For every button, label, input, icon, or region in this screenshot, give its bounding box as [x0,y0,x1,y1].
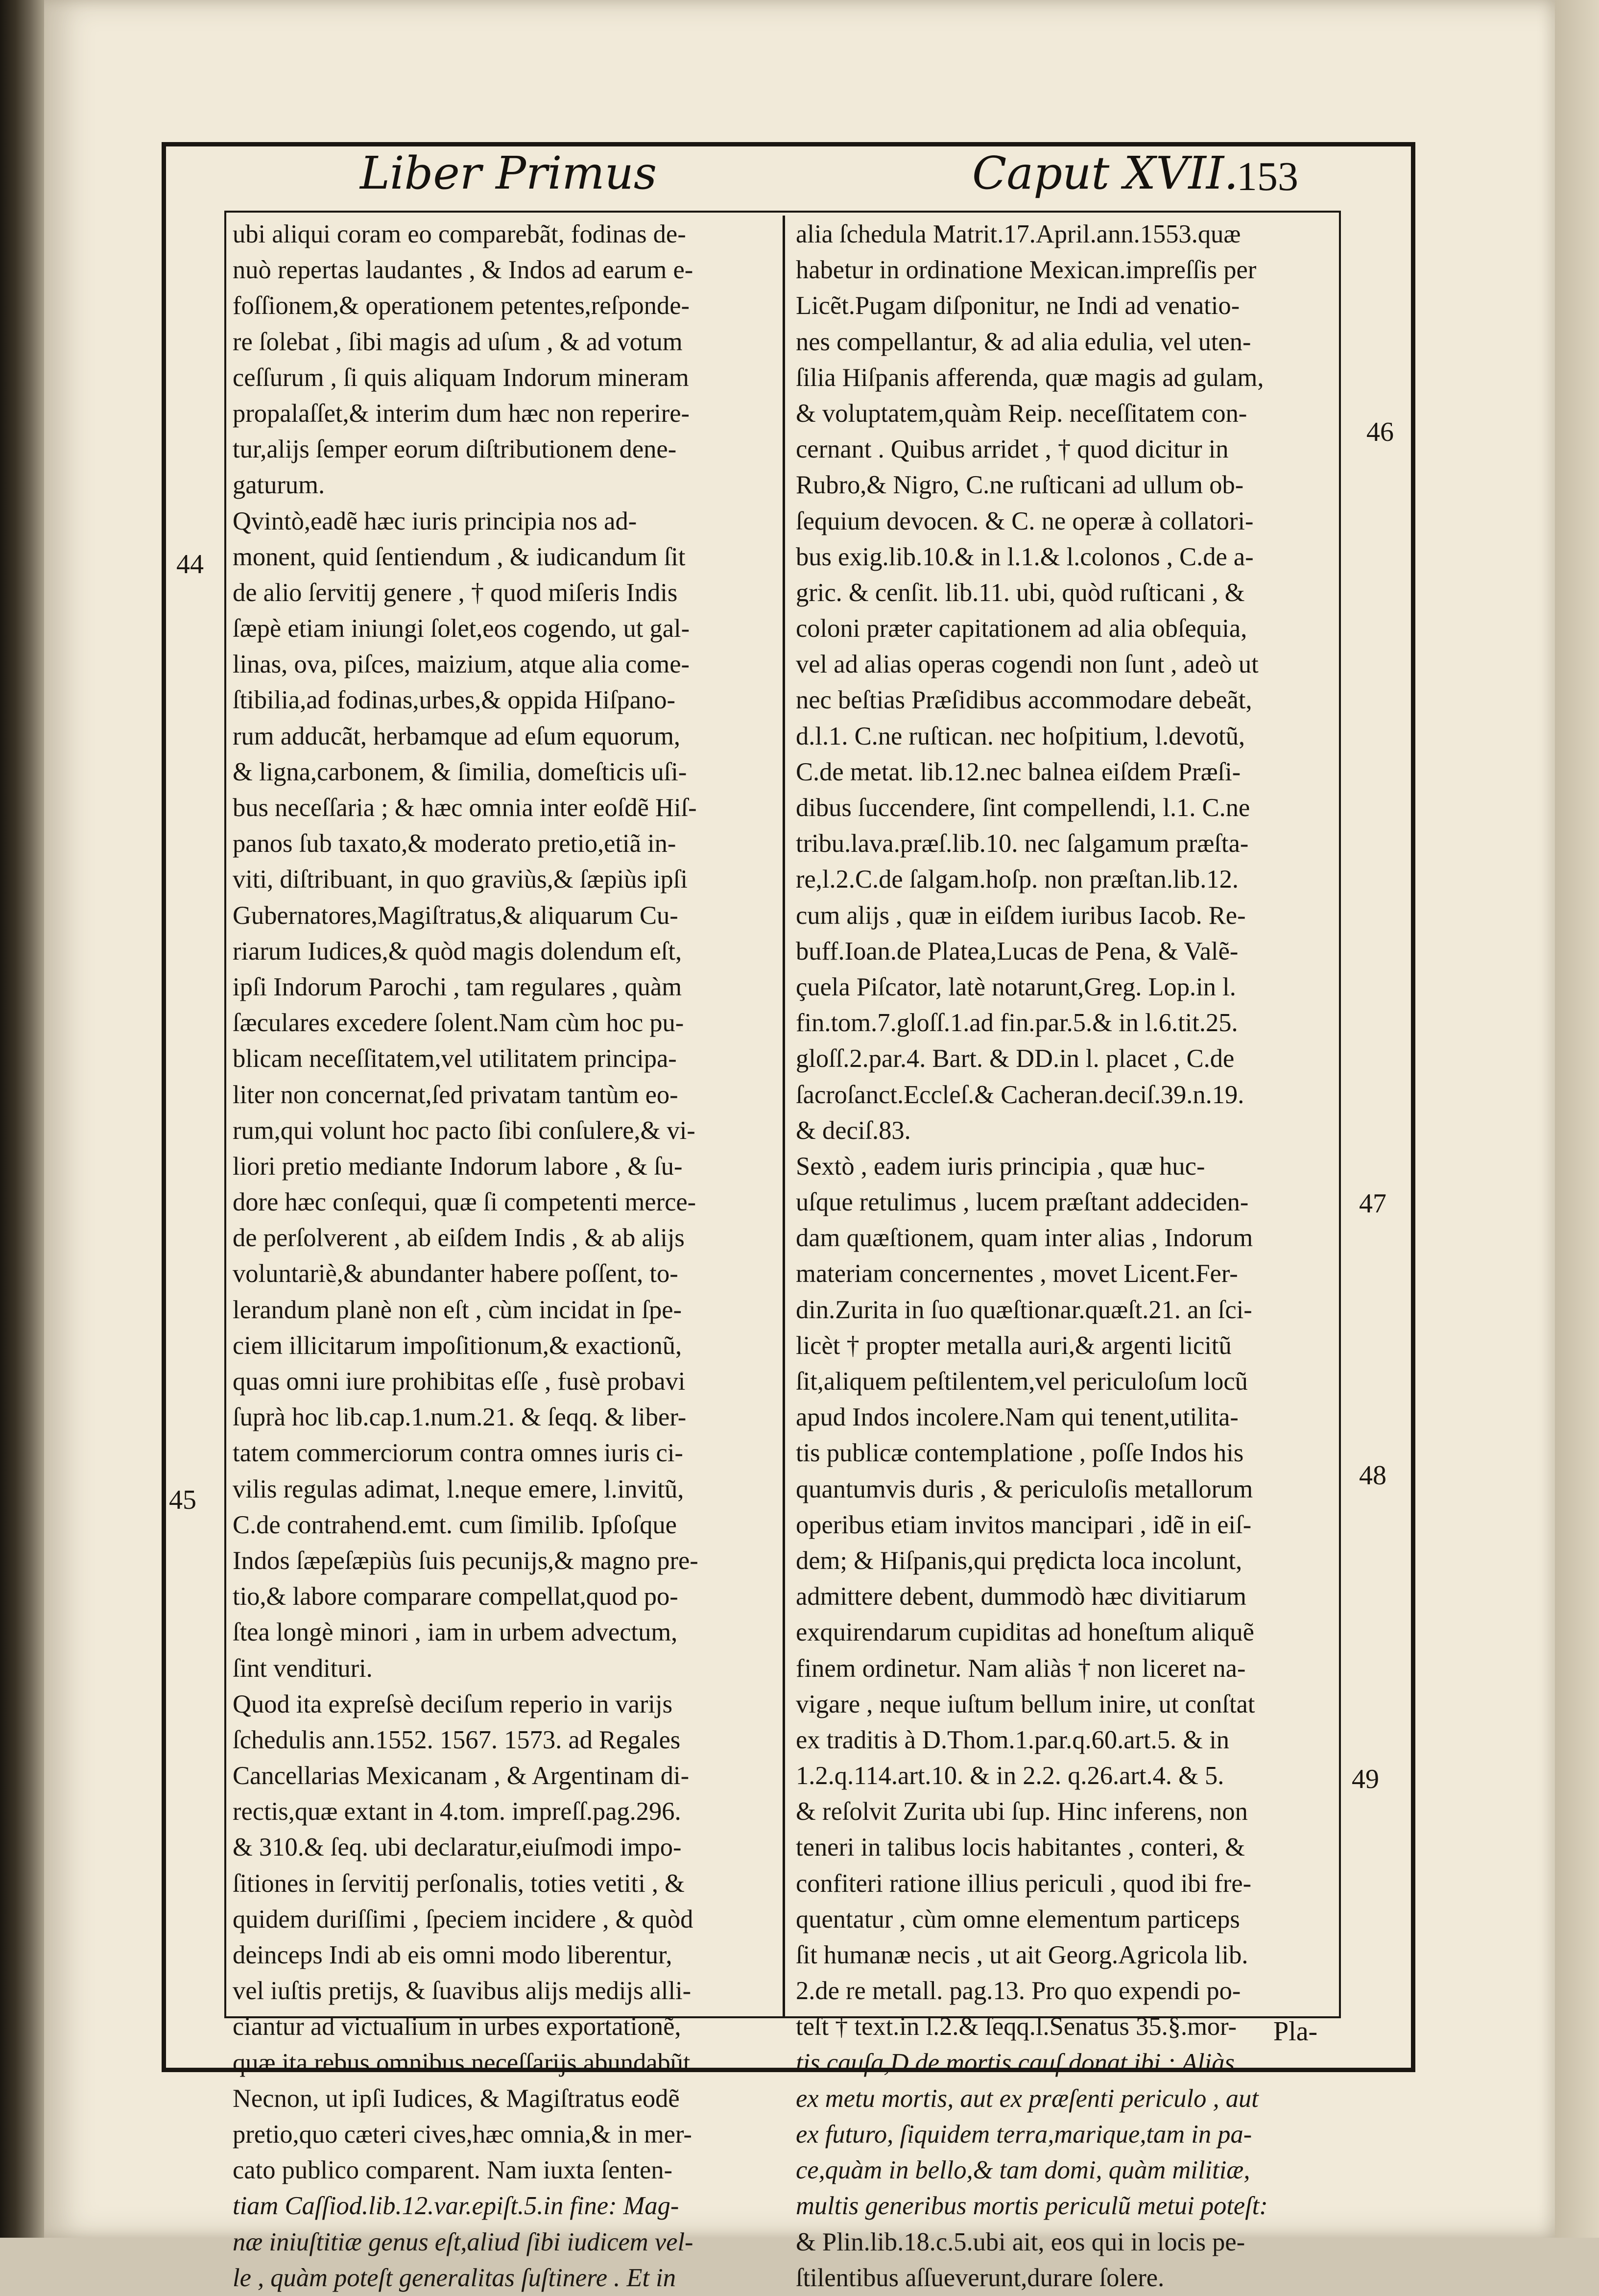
text-line: ubi aliqui coram eo comparebãt, fodinas de- [233,220,686,248]
text-line: dore hæc conſequi, quæ ſi competenti merce- [233,1188,696,1217]
text-line: & voluptatem,quàm Reip. neceſſitatem con- [796,399,1247,428]
text-line: coloni præter capitationem ad alia obſequia, [796,614,1247,643]
text-line: vigare , neque iuſtum bellum inire, ut conſtat [796,1690,1255,1718]
text-line: liori pretio mediante Indorum labore , & ſu- [233,1152,683,1181]
text-line: viti, diſtribuant, in quo graviùs,& ſæpiùs ipſi [233,865,688,894]
text-line: ſit humanæ necis , ut ait Georg.Agricola lib. [796,1941,1248,1969]
text-line: gaturum. [233,471,325,500]
text-line: ſitiones in ſervitij perſonalis, toties vetiti , & [233,1869,685,1898]
text-line: Quod ita expreſsè deciſum reperio in varijs [233,1690,673,1718]
text-line: gloſſ.2.par.4. Bart. & DD.in l. placet , C.de [796,1044,1235,1073]
page-number: 153 [1237,154,1298,199]
text-line: tis cauſa,D.de mortis cauſ.donat.ibi : Aliàs [796,2048,1235,2077]
text-line: 1.2.q.114.art.10. & in 2.2. q.26.art.4. & 5. [796,1762,1224,1790]
text-line: exquirendarum cupiditas ad honeſtum aliquẽ [796,1618,1254,1647]
column-divider [783,216,785,2018]
text-line: quentatur , cùm omne elementum particeps [796,1905,1240,1933]
text-line: teſt † text.in l.2.& ſeqq.l.Senatus 35.§.mor- [796,2012,1237,2041]
text-line: ciantur ad victualium in urbes exportationẽ, [233,2012,681,2041]
text-line: materiam concernentes , movet Licent.Fer- [796,1259,1238,1288]
text-line: ipſi Indorum Parochi , tam regulares , quàm [233,972,682,1001]
text-line: & deciſ.83. [796,1116,911,1145]
text-line: fin.tom.7.gloſſ.1.ad fin.par.5.& in l.6.tit.25. [796,1009,1238,1038]
text-line: admittere debent, dummodò hæc divitiarum [796,1582,1247,1611]
margin-number-48: 48 [1359,1460,1386,1491]
text-line: ſuprà hoc lib.cap.1.num.21. & ſeqq. & liber- [233,1403,687,1432]
text-line: apud Indos incolere.Nam qui tenent,utilita- [796,1403,1239,1432]
running-head-left: Liber Primus [360,147,657,199]
right-column-text [796,217,1335,2296]
text-line: ex traditis à D.Thom.1.par.q.60.art.5. & in [796,1725,1230,1754]
text-line: buff.Ioan.de Platea,Lucas de Pena, & Valẽ- [796,937,1239,966]
text-line: propalaſſet,& interim dum hæc non reperire- [233,399,690,428]
text-line: deinceps Indi ab eis omni modo liberentur, [233,1941,672,1969]
text-line: ex futuro, ſiquidem terra,marique,tam in pa- [796,2120,1252,2149]
text-line: & reſolvit Zurita ubi ſup. Hinc inferens, non [796,1797,1248,1826]
text-line: vel ad alias operas cogendi non ſunt , adeò ut [796,650,1259,679]
text-line: Qvintò,eadẽ hæc iuris principia nos ad- [233,507,637,535]
text-line: operibus etiam invitos mancipari , idẽ in eiſ- [796,1510,1252,1539]
text-line: de alio ſervitij genere , † quod miſeris Indis [233,578,678,607]
catchword: Pla- [1273,2016,1318,2047]
margin-number-45: 45 [169,1485,196,1515]
text-line: rectis,quæ extant in 4.tom. impreſſ.pag.296. [233,1797,681,1826]
text-line: nes compellantur, & ad alia edulia, vel uten- [796,327,1251,356]
text-line: confiteri ratione illius periculi , quod ibi fre- [796,1869,1252,1898]
text-line: tis publicæ contemplatione , poſſe Indos his [796,1439,1244,1468]
text-line: næ iniuſtitiæ genus eſt,aliud ſibi iudicem vel- [233,2227,693,2256]
text-line: monent, quid ſentiendum , & iudicandum ſit [233,542,686,571]
text-line: & Plin.lib.18.c.5.ubi ait, eos qui in locis pe- [796,2227,1245,2256]
text-line: ciem illicitarum impoſitionum,& exactionũ, [233,1331,682,1360]
text-line: habetur in ordinatione Mexican.impreſſis per [796,256,1257,285]
text-line: 2.de re metall. pag.13. Pro quo expendi po- [796,1977,1241,2006]
text-line: quantumvis duris , & periculoſis metallorum [796,1474,1253,1503]
text-line: re,l.2.C.de ſalgam.hoſp. non præſtan.lib.12. [796,865,1239,894]
page-stack-edge [1555,0,1599,2238]
text-line: finem ordinetur. Nam aliàs † non liceret na- [796,1654,1246,1683]
text-line: Indos ſæpeſæpiùs ſuis pecunijs,& magno pre- [233,1546,698,1575]
text-line: tiam Caſſiod.lib.12.var.epiſt.5.in fine: Mag- [233,2192,679,2221]
text-line: de perſolverent , ab eiſdem Indis , & ab alijs [233,1224,685,1253]
text-line: cum alijs , quæ in eiſdem iuribus Iacob. Re- [796,901,1246,930]
text-line: rum,qui volunt hoc pacto ſibi conſulere,& vi- [233,1116,695,1145]
text-line: gric. & cenſit. lib.11. ubi, quòd ruſticani , & [796,578,1245,607]
text-line: ceſſurum , ſi quis aliquam Indorum mineram [233,363,689,392]
text-line: dem; & Hiſpanis,qui prędicta loca incolunt, [796,1546,1242,1575]
text-line: ſtilentibus aſſueverunt,durare ſolere. [796,2263,1165,2292]
text-line: quidem duriſſimi , ſpeciem incidere , & quòd [233,1905,693,1933]
text-line: uſque retulimus , lucem præſtant addeciden- [796,1188,1249,1217]
text-line: çuela Piſcator, latè notarunt,Greg. Lop.in l. [796,972,1236,1001]
running-head-right: Caput XVII. [972,147,1239,199]
text-line: liter non concernat,ſed privatam tantùm eo- [233,1080,678,1109]
text-line: linas, ova, piſces, maizium, atque alia come- [233,650,690,679]
text-line: ſequium devocen. & C. ne operæ à collatori- [796,507,1254,535]
text-line: pretio,quo cæteri cives,hæc omnia,& in mer- [233,2120,692,2149]
text-line: nec beſtias Præſidibus accommodare debeãt, [796,686,1252,715]
text-line: bus neceſſaria ; & hæc omnia inter eoſdẽ Hiſ- [233,794,697,822]
text-line: Gubernatores,Magiſtratus,& aliquarum Cu- [233,901,678,930]
text-line: tatem commerciorum contra omnes iuris ci- [233,1439,683,1468]
margin-number-49: 49 [1352,1764,1379,1794]
text-line: rum adducãt, herbamque ad eſum equorum, [233,722,681,750]
text-line: alia ſchedula Matrit.17.April.ann.1553.quæ [796,220,1241,248]
text-line: tribu.lava.præſ.lib.10. nec ſalgamum præſta- [796,829,1249,858]
text-line: riarum Iudices,& quòd magis dolendum eſt, [233,937,682,966]
text-line: ſæpè etiam iniungi ſolet,eos cogendo, ut gal- [233,614,690,643]
margin-number-46: 46 [1366,417,1394,447]
text-line: ſit,aliquem peſtilentem,vel periculoſum locũ [796,1367,1248,1396]
text-line: d.l.1. C.ne ruſtican. nec hoſpitium, l.devotũ, [796,722,1245,750]
text-line: C.de contrahend.emt. cum ſimilib. Ipſoſque [233,1510,677,1539]
text-line: C.de metat. lib.12.nec balnea eiſdem Præſi- [796,757,1241,786]
text-line: din.Zurita in ſuo quæſtionar.quæſt.21. an ſci- [796,1295,1252,1324]
text-line: tur,alijs ſemper eorum diſtributionem dene- [233,435,677,464]
margin-number-44: 44 [176,549,204,580]
text-line: licèt † propter metalla auri,& argenti licitũ [796,1331,1232,1360]
text-line: & 310.& ſeq. ubi declaratur,eiuſmodi impo- [233,1833,682,1862]
text-line: dam quæſtionem, quam inter alias , Indorum [796,1224,1253,1253]
text-line: & ligna,carbonem, & ſimilia, domeſticis uſi- [233,757,687,786]
text-line: ſchedulis ann.1552. 1567. 1573. ad Regales [233,1725,681,1754]
text-line: vel iuſtis pretijs, & ſuavibus alijs medijs alli- [233,1977,692,2006]
margin-number-47: 47 [1359,1188,1386,1219]
text-line: cernant . Quibus arridet , † quod dicitur in [796,435,1229,464]
text-line: le , quàm poteſt generalitas ſuſtinere . Et in [233,2263,676,2292]
text-line: Sextò , eadem iuris principia , quæ huc- [796,1152,1205,1181]
text-line: Licẽt.Pugam diſponitur, ne Indi ad venatio- [796,291,1240,320]
text-line: tio,& labore comparare compellat,quod po- [233,1582,678,1611]
text-line: quas omni iure prohibitas eſſe , fusè probavi [233,1367,686,1396]
text-line: teneri in talibus locis habitantes , conteri, & [796,1833,1245,1862]
text-line: nuò repertas laudantes , & Indos ad earum e- [233,256,693,285]
text-line: ſilia Hiſpanis afferenda, quæ magis ad gulam, [796,363,1264,392]
text-line: ſint vendituri. [233,1654,373,1683]
text-line: bus exig.lib.10.& in l.1.& l.colonos , C.de a- [796,542,1254,571]
text-line: lerandum planè non eſt , cùm incidat in ſpe- [233,1295,682,1324]
text-line: multis generibus mortis periculũ metui poteſt: [796,2192,1268,2221]
text-line: Rubro,& Nigro, C.ne ruſticani ad ullum ob- [796,471,1244,500]
text-line: dibus ſuccendere, ſint compellendi, l.1. C.ne [796,794,1250,822]
text-line: ſæculares excedere ſolent.Nam cùm hoc pu- [233,1009,684,1038]
text-line: Cancellarias Mexicanam , & Argentinam di- [233,1762,690,1790]
text-line: ex metu mortis, aut ex præſenti periculo , aut [796,2084,1259,2113]
text-line: ſacroſanct.Eccleſ.& Cacheran.deciſ.39.n.19. [796,1080,1244,1109]
text-line: ſtea longè minori , iam in urbem advectum, [233,1618,678,1647]
book-gutter-shadow [0,0,44,2238]
text-line: re ſolebat , ſibi magis ad uſum , & ad votum [233,327,683,356]
text-line: ce,quàm in bello,& tam domi, quàm militiæ, [796,2156,1250,2185]
left-column-text [233,217,776,2296]
text-line: quæ ita rebus omnibus neceſſarijs abundabũt. [233,2048,697,2077]
text-line: panos ſub taxato,& moderato pretio,etiã in- [233,829,676,858]
text-line: cato publico comparent. Nam iuxta ſenten- [233,2156,673,2185]
text-line: blicam neceſſitatem,vel utilitatem principa- [233,1044,677,1073]
text-line: vilis regulas adimat, l.neque emere, l.invitũ, [233,1474,684,1503]
text-line: voluntariè,& abundanter habere poſſent, to- [233,1259,678,1288]
text-line: Necnon, ut ipſi Iudices, & Magiſtratus eodẽ [233,2084,680,2113]
text-line: foſſionem,& operationem petentes,reſponde- [233,291,690,320]
text-line: ſtibilia,ad fodinas,urbes,& oppida Hiſpano- [233,686,675,715]
